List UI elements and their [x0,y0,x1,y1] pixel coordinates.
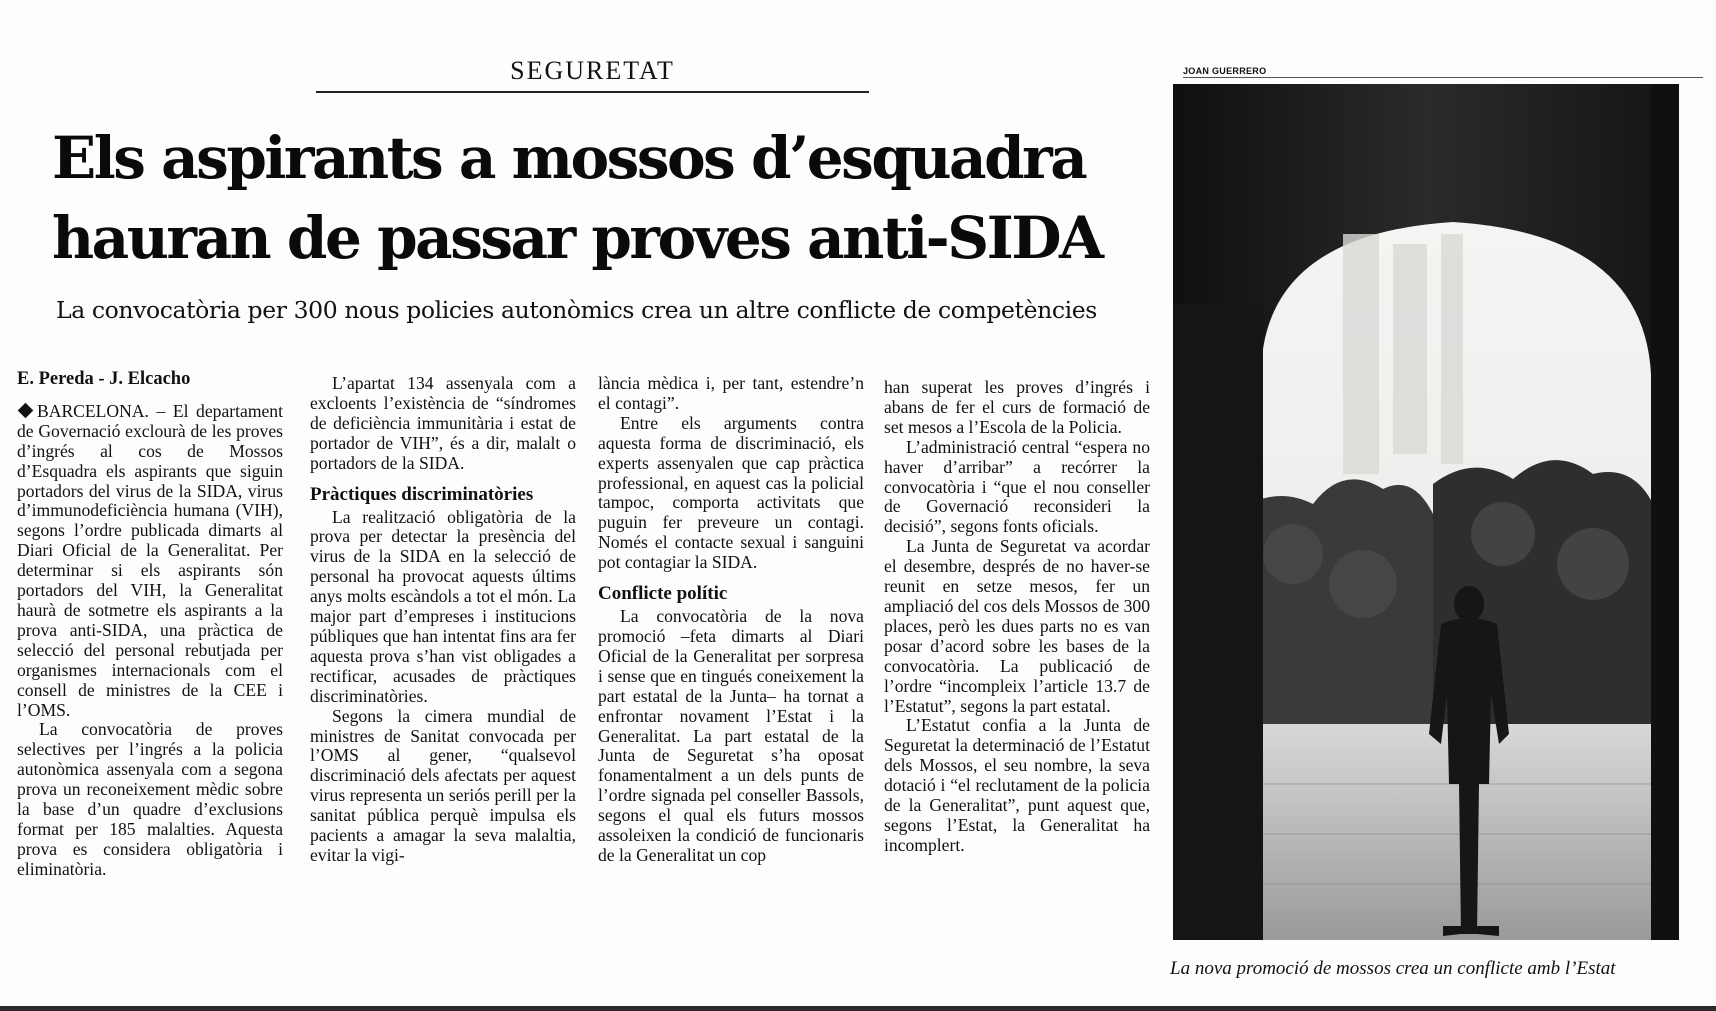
paragraph: La Junta de Seguretat va acordar el desembre, després de no haver-se reunit en setze mesos, fer un ampliació del cos dels Mossos de 300 places, però les dues parts no es van posar d’acord sobre les bases de la convocatòria. La publicació de l’ordre “incompleix l’article 13.7 de l’Estatut”, segons la part estatal. [884,536,1150,716]
paragraph: L’Estatut confia a la Junta de Seguretat la determinació de l’Estatut dels Mossos, el seu nombre, la seva dotació i “el reclutament de la policia de la Generalitat”, punt aquest que, segons l’Estat, la Generalitat ha incomplert. [884,715,1150,855]
photo-credit: JOAN GUERRERO [1183,66,1267,76]
news-photo [1173,84,1679,940]
paragraph: lància mèdica i, per tant, estendre’n el contagi”. [598,373,864,413]
article-column-1 [17,370,283,880]
paragraph: han superat les proves d’ingrés i abans de fer el curs de formació de set mesos a l’Escola de la Policia. [884,377,1150,437]
paragraph: La realització obligatòria de la prova per detectar la presència del virus de la SIDA en la selecció de personal ha provocat aquests últims anys molts escàndols a tot el món. La major part d’empreses i institucions públiques que han intentat fins ara fer aquesta prova s’han vist obligades a rectificar, acusades de pràctiques discriminatòries. [310,506,576,706]
scan-edge [0,1006,1716,1011]
headline [52,118,1142,278]
diamond-bullet-icon [18,403,34,419]
subheadline: La convocatòria per 300 nous policies autonòmics crea un altre conflicte de competències [56,296,1097,324]
paragraph: Entre els arguments contra aquesta forma de discriminació, els experts assenyalen que cap pràctica professional, en aquest cas la policial tampoc, comporta activitats que puguin fer preveure un contagi. Només el contacte sexual i sanguini pot contagiar la SIDA. [598,412,864,573]
headline-line-2: hauran de passar proves anti-SIDA [52,204,1102,272]
article-column-4 [884,378,1150,856]
paragraph: L’apartat 134 assenyala com a excloents l’existència de “síndromes de deficiència immunitària i estat de portador de VIH”, és a dir, malalt o portadors de la SIDA. [310,373,576,473]
paragraph: L’administració central “espera no haver d’arribar” a recórrer la convocatòria i “que el nou conseller de Governació reconsideri la decisió”, segons fonts oficials. [884,436,1150,537]
lead-paragraph [17,402,283,721]
archway-photo-illustration [1173,84,1679,940]
photo-credit-rule [1183,77,1703,78]
article-column-2 [310,374,576,866]
headline-line-1: Els aspirants a mossos d’esquadra [52,124,1086,192]
section-rule [316,91,869,93]
paragraph: La convocatòria de proves selectives per l’ingrés a la policia autonòmica assenyala com a segona prova un reconeixement mèdic sobre la base d’un quadre d’exclusions format per 185 malalties. Aquesta prova es considera obligatòria i eliminatòria. [17,719,283,879]
paragraph: La convocatòria de la nova promoció –feta dimarts al Diari Oficial de la Generalitat per sorpresa i sense que en tingués coneixement la part estatal de la Junta– ha tornat a enfrontar novament l’Estat i la Generalitat. La part estatal de la Junta de Seguretat s’ha oposat fonamentalment a un dels punts de l’ordre signada pel conseller Bassols, segons el qual els futurs mossos assoleixen la condició de funcionaris de la Generalitat un cop [598,606,864,865]
photo-caption: La nova promoció de mossos crea un conflicte amb l’Estat [1170,958,1616,979]
article-column-3 [598,374,864,866]
byline: E. Pereda - J. Elcacho [17,369,191,389]
section-label: SEGURETAT [510,56,675,85]
paragraph: Segons la cimera mundial de ministres de Sanitat convocada per l’OMS al gener, “qualsevol discriminació dels afectats per aquest virus representa un seriós perill per la sanitat pública perquè impulsa els pacients a amagar la seva malaltia, evitar la vigi- [310,705,576,865]
subhead-political-conflict: Conflicte polític [598,583,728,605]
subhead-discriminatory-practices: Pràctiques discriminatòries [310,483,534,505]
lead-paragraph-text: BARCELONA. – El departament de Governació exclourà de les proves d’ingrés al cos de Mossos d’Esquadra els aspirants que siguin portadors del virus de la SIDA, virus d’immunodeficiència humana (VIH), segons l’ordre publicada dimarts al Diari Oficial de la Generalitat. Per determinar si els aspirants són portadors del VIH, la Generalitat haurà de sotmetre els aspirants a la prova anti-SIDA, una pràctica de selecció del personal rebutjada per organismes internacionals com el consell de ministres de la CEE i l’OMS. [17,400,283,720]
